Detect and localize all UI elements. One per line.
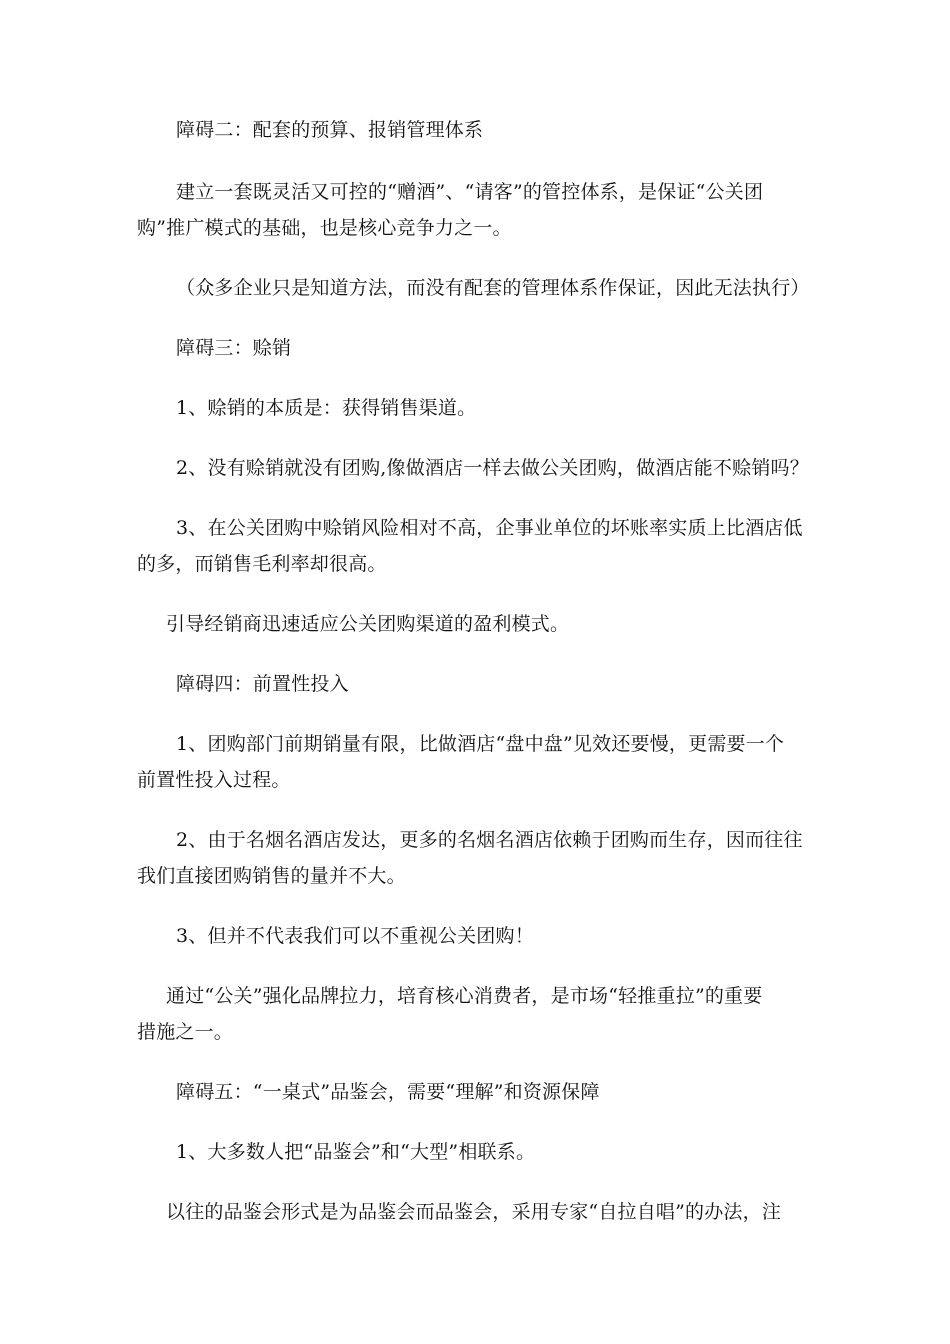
- list-item: 1、赊销的本质是：获得销售渠道。: [176, 397, 477, 419]
- heading-obstacle-3: 障碍三：赊销: [176, 337, 292, 359]
- list-item: 2、没有赊销就没有团购,像做酒店一样去做公关团购，做酒店能不赊销吗？: [176, 457, 809, 479]
- heading-obstacle-5: 障碍五：“一桌式”品鉴会，需要“理解”和资源保障: [176, 1081, 600, 1103]
- heading-obstacle-2: 障碍二：配套的预算、报销管理体系: [176, 119, 484, 141]
- list-item: 3、在公关团购中赊销风险相对不高，企事业单位的坏账率实质上比酒店低: [176, 517, 803, 539]
- paragraph-line: 引导经销商迅速适应公关团购渠道的盈利模式。: [166, 613, 570, 635]
- list-item: 3、但并不代表我们可以不重视公关团购！: [176, 925, 534, 947]
- list-item-continuation: 前置性投入过程。: [137, 769, 291, 791]
- heading-obstacle-4: 障碍四：前置性投入: [176, 673, 349, 695]
- paragraph-line: 购”推广模式的基础，也是核心竞争力之一。: [137, 217, 512, 239]
- paragraph-line: 通过“公关”强化品牌拉力，培育核心消费者，是市场“轻推重拉”的重要: [166, 985, 763, 1007]
- paragraph-line: 以往的品鉴会形式是为品鉴会而品鉴会，采用专家“自拉自唱”的办法，注: [166, 1201, 782, 1223]
- list-item-continuation: 我们直接团购销售的量并不大。: [137, 865, 406, 887]
- paragraph-note: （众多企业只是知道方法，而没有配套的管理体系作保证，因此无法执行）: [176, 277, 810, 299]
- list-item: 1、团购部门前期销量有限，比做酒店“盘中盘”见效还要慢，更需要一个: [176, 733, 785, 755]
- list-item: 1、大多数人把“品鉴会”和“大型”相联系。: [176, 1141, 536, 1163]
- list-item-continuation: 的多，而销售毛利率却很高。: [137, 553, 387, 575]
- list-item: 2、由于名烟名酒店发达，更多的名烟名酒店依赖于团购而生存，因而往往: [176, 829, 803, 851]
- paragraph-line: 建立一套既灵活又可控的“赠酒”、“请客”的管控体系，是保证“公关团: [176, 181, 764, 203]
- paragraph-continuation: 措施之一。: [137, 1021, 234, 1043]
